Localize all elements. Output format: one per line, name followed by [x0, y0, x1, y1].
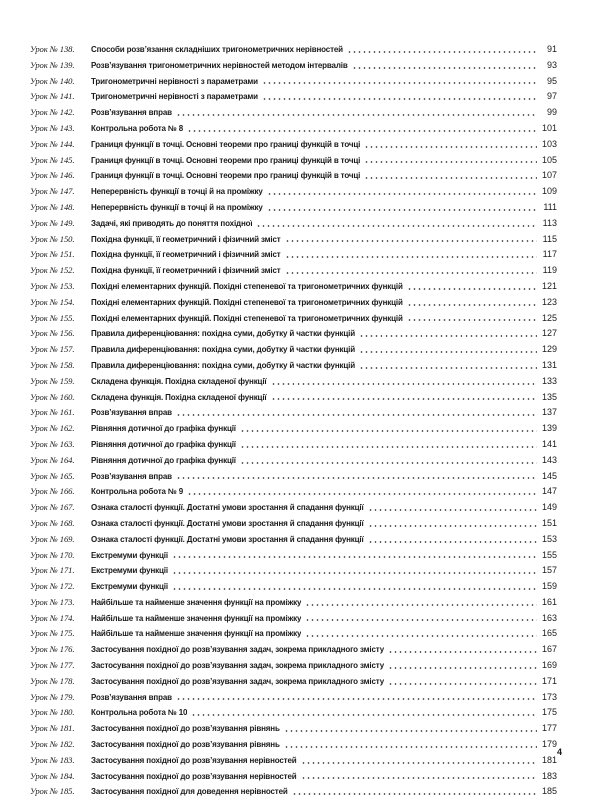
toc-page-number: 115: [542, 233, 557, 244]
toc-entry: [30, 405, 557, 421]
toc-dot-leader: [388, 666, 537, 670]
toc-dot-leader: [292, 792, 537, 796]
toc-lesson-title: Складена функція. Похідна складеної функції: [91, 392, 267, 402]
toc-dot-leader: [352, 66, 537, 70]
toc-lesson-title: Застосування похідної для доведення нерівностей: [91, 787, 288, 797]
toc-entry: [30, 184, 557, 200]
toc-lesson-title: Застосування похідної до розв’язування рівнянь: [91, 724, 280, 734]
toc-dot-leader: [172, 571, 537, 575]
toc-dot-leader: [176, 413, 537, 417]
toc-lesson-number: Урок № 140.: [30, 75, 75, 86]
toc-lesson-number: Урок № 179.: [30, 691, 75, 702]
toc-lesson-title: Найбільше та найменше значення функції на проміжку: [91, 597, 302, 607]
toc-dot-leader: [359, 350, 537, 354]
toc-dot-leader: [176, 476, 537, 480]
toc-dot-leader: [187, 492, 537, 496]
toc-entry: [30, 484, 557, 500]
toc-dot-leader: [262, 81, 537, 85]
toc-lesson-number: Урок № 167.: [30, 502, 75, 513]
toc-lesson-title: Найбільше та найменше значення функції на проміжку: [91, 629, 302, 639]
toc-lesson-title: Похідна функції, її геометричний і фізичний зміст: [91, 234, 281, 244]
toc-lesson-title: Похідні елементарних функцій. Похідні степеневої та тригонометричних функцій: [91, 281, 403, 291]
toc-entry: [30, 579, 557, 595]
toc-dot-leader: [262, 97, 537, 101]
toc-page-number: 155: [541, 549, 557, 560]
toc-lesson-number: Урок № 164.: [30, 454, 75, 465]
toc-entry: [30, 532, 557, 548]
toc-dot-leader: [267, 208, 537, 212]
toc-lesson-title: Неперервність функції в точці й на проміжку: [91, 187, 263, 197]
toc-page-number: 109: [541, 186, 557, 197]
toc-page-number: 121: [541, 280, 557, 291]
toc-entry: [30, 595, 557, 611]
toc-lesson-title: Застосування похідної до розв’язування нерівностей: [91, 755, 297, 765]
toc-entry: [30, 784, 557, 800]
toc-page-number: 137: [541, 407, 557, 418]
toc-entry: [30, 626, 557, 642]
toc-lesson-number: Урок № 145.: [30, 154, 75, 165]
toc-entry: [30, 421, 557, 437]
toc-entry: [30, 137, 557, 153]
toc-page-number: 157: [541, 565, 557, 576]
toc-lesson-title: Похідні елементарних функцій. Похідні степеневої та тригонометричних функцій: [91, 297, 403, 307]
toc-lesson-title: Застосування похідної до розв’язування задач, зокрема прикладного змісту: [91, 645, 385, 655]
toc-lesson-number: Урок № 173.: [30, 596, 75, 607]
toc-lesson-number: Урок № 154.: [30, 296, 75, 307]
toc-page-number: 103: [541, 138, 557, 149]
toc-dot-leader: [240, 429, 537, 433]
toc-dot-leader: [368, 524, 537, 528]
toc-lesson-title: Границя функції в точці. Основні теореми про границі функцій в точці: [91, 139, 361, 149]
toc-lesson-title: Рівняння дотичної до графіка функції: [91, 424, 236, 434]
toc-lesson-number: Урок № 185.: [30, 786, 75, 797]
toc-lesson-number: Урок № 138.: [30, 44, 75, 54]
toc-lesson-number: Урок № 160.: [30, 391, 75, 402]
toc-entry: [30, 658, 557, 674]
toc-lesson-title: Ознака сталості функції. Достатні умови зростання й спадання функції: [91, 534, 364, 544]
toc-page-number: 119: [542, 265, 557, 276]
toc-lesson-title: Контрольна робота № 8: [91, 123, 184, 133]
toc-lesson-title: Застосування похідної до розв’язування задач, зокрема прикладного змісту: [91, 676, 385, 686]
toc-lesson-title: Неперервність функції в точці й на проміжку: [91, 202, 263, 212]
toc-page-number: 101: [541, 122, 557, 133]
toc-entry: [30, 721, 557, 737]
toc-dot-leader: [240, 445, 537, 449]
toc-page-number: 177: [541, 723, 557, 734]
toc-lesson-title: Розв’язування вправ: [91, 692, 172, 702]
toc-entry: [30, 548, 557, 564]
toc-page-number: 147: [541, 486, 557, 497]
toc-page-number: 125: [541, 312, 557, 323]
toc-lesson-number: Урок № 170.: [30, 549, 75, 560]
toc-entry: [30, 232, 557, 248]
toc-dot-leader: [271, 397, 538, 401]
toc-dot-leader: [305, 603, 537, 607]
toc-dot-leader: [256, 224, 537, 228]
toc-page-number: 167: [541, 644, 557, 655]
toc-page-number: 163: [541, 612, 557, 623]
toc-dot-leader: [240, 461, 537, 465]
toc-lesson-number: Урок № 153.: [30, 280, 75, 291]
toc-lesson-title: Правила диференціювання: похідна суми, добутку й частки функцій: [91, 329, 355, 339]
table-of-contents: [30, 42, 557, 800]
toc-entry: [30, 563, 557, 579]
toc-entry: [30, 168, 557, 184]
toc-entry: [30, 469, 557, 485]
toc-page-number: 123: [541, 296, 557, 307]
toc-entry: [30, 642, 557, 658]
toc-entry: [30, 753, 557, 769]
toc-dot-leader: [187, 129, 537, 133]
toc-entry: [30, 326, 557, 342]
toc-entry: [30, 121, 557, 137]
toc-page-number: 105: [541, 154, 557, 165]
toc-lesson-title: Тригонометричні нерівності з параметрами: [91, 76, 258, 86]
toc-lesson-number: Урок № 177.: [30, 660, 75, 671]
toc-lesson-number: Урок № 158.: [30, 359, 75, 370]
toc-entry: [30, 42, 557, 58]
toc-dot-leader: [267, 192, 537, 196]
toc-dot-leader: [359, 334, 537, 338]
toc-page-number: 131: [541, 359, 557, 370]
toc-page-number: 91: [546, 44, 557, 54]
toc-lesson-title: Границя функції в точці. Основні теореми про границі функцій в точці: [91, 171, 361, 181]
toc-lesson-number: Урок № 139.: [30, 59, 75, 70]
toc-dot-leader: [347, 50, 537, 54]
toc-lesson-title: Ознака сталості функції. Достатні умови зростання й спадання функції: [91, 518, 364, 528]
toc-page-number: 117: [542, 249, 557, 260]
toc-lesson-title: Розв’язування вправ: [91, 471, 172, 481]
toc-entry: [30, 342, 557, 358]
toc-entry: [30, 247, 557, 263]
toc-page-number: 161: [541, 596, 557, 607]
toc-entry: [30, 105, 557, 121]
toc-lesson-title: Рівняння дотичної до графіка функції: [91, 455, 236, 465]
toc-entry: [30, 690, 557, 706]
toc-lesson-number: Урок № 157.: [30, 344, 75, 355]
toc-dot-leader: [172, 555, 537, 559]
toc-lesson-number: Урок № 142.: [30, 107, 75, 118]
toc-page-number: 183: [541, 770, 557, 781]
toc-page-number: 179: [541, 739, 557, 750]
toc-lesson-number: Урок № 148.: [30, 201, 75, 212]
toc-lesson-number: Урок № 171.: [30, 565, 75, 576]
toc-lesson-number: Урок № 144.: [30, 138, 75, 149]
toc-page-number: 143: [541, 454, 557, 465]
toc-page-number: 165: [541, 628, 557, 639]
toc-lesson-number: Урок № 184.: [30, 770, 75, 781]
toc-entry: [30, 295, 557, 311]
toc-page-number: 93: [546, 59, 557, 70]
toc-lesson-number: Урок № 159.: [30, 375, 75, 386]
toc-entry: [30, 263, 557, 279]
toc-dot-leader: [407, 303, 537, 307]
toc-dot-leader: [176, 697, 537, 701]
toc-entry: [30, 89, 557, 105]
toc-lesson-title: Похідна функції, її геометричний і фізичний зміст: [91, 250, 281, 260]
toc-lesson-number: Урок № 175.: [30, 628, 75, 639]
toc-entry: [30, 153, 557, 169]
toc-page-number: 175: [541, 707, 557, 718]
toc-dot-leader: [364, 176, 537, 180]
toc-lesson-title: Контрольна робота № 9: [91, 487, 184, 497]
toc-lesson-title: Тригонометричні нерівності з параметрами: [91, 92, 258, 102]
toc-dot-leader: [407, 318, 537, 322]
toc-entry: [30, 453, 557, 469]
toc-dot-leader: [301, 761, 537, 765]
toc-dot-leader: [368, 540, 537, 544]
toc-page-number: 133: [541, 375, 557, 386]
toc-lesson-title: Розв’язування вправ: [91, 408, 172, 418]
toc-lesson-title: Похідна функції, її геометричний і фізичний зміст: [91, 266, 281, 276]
toc-lesson-title: Розв’язування вправ: [91, 108, 172, 118]
toc-dot-leader: [301, 776, 537, 780]
toc-dot-leader: [388, 650, 537, 654]
toc-page-number: 141: [541, 438, 557, 449]
toc-lesson-number: Урок № 155.: [30, 312, 75, 323]
toc-page-number: 151: [541, 517, 557, 528]
toc-page-number: 159: [541, 581, 557, 592]
toc-page-number: 173: [541, 691, 557, 702]
toc-dot-leader: [407, 287, 537, 291]
toc-dot-leader: [191, 713, 537, 717]
toc-entry: [30, 705, 557, 721]
toc-dot-leader: [285, 239, 537, 243]
toc-lesson-number: Урок № 152.: [30, 265, 75, 276]
toc-entry: [30, 437, 557, 453]
toc-entry: [30, 611, 557, 627]
toc-page-number: 171: [541, 675, 557, 686]
toc-lesson-title: Похідні елементарних функцій. Похідні степеневої та тригонометричних функцій: [91, 313, 403, 323]
toc-page-number: 153: [541, 533, 557, 544]
page-number: 4: [556, 747, 562, 757]
toc-dot-leader: [388, 682, 537, 686]
toc-entry: [30, 737, 557, 753]
toc-lesson-number: Урок № 147.: [30, 186, 75, 197]
toc-entry: [30, 516, 557, 532]
toc-lesson-title: Контрольна робота № 10: [91, 708, 188, 718]
toc-entry: [30, 374, 557, 390]
toc-page-number: 181: [541, 754, 557, 765]
toc-lesson-number: Урок № 166.: [30, 486, 75, 497]
toc-page-number: 185: [541, 786, 557, 797]
toc-page-number: 135: [541, 391, 557, 402]
toc-page-number: 169: [541, 660, 557, 671]
toc-lesson-number: Урок № 176.: [30, 644, 75, 655]
toc-lesson-title: Границя функції в точці. Основні теореми про границі функцій в точці: [91, 155, 361, 165]
toc-lesson-number: Урок № 150.: [30, 233, 75, 244]
toc-lesson-number: Урок № 161.: [30, 407, 75, 418]
toc-dot-leader: [364, 160, 537, 164]
toc-entry: [30, 311, 557, 327]
toc-lesson-number: Урок № 183.: [30, 754, 75, 765]
toc-entry: [30, 58, 557, 74]
toc-dot-leader: [176, 113, 537, 117]
toc-page-number: 145: [541, 470, 557, 481]
toc-lesson-number: Урок № 143.: [30, 122, 75, 133]
toc-lesson-number: Урок № 180.: [30, 707, 75, 718]
toc-entry: [30, 216, 557, 232]
toc-page-number: 127: [541, 328, 557, 339]
toc-lesson-title: Найбільше та найменше значення функції на проміжку: [91, 613, 302, 623]
toc-lesson-title: Правила диференціювання: похідна суми, добутку й частки функцій: [91, 345, 355, 355]
toc-entry: [30, 200, 557, 216]
toc-lesson-title: Рівняння дотичної до графіка функції: [91, 439, 236, 449]
toc-dot-leader: [359, 366, 537, 370]
toc-lesson-title: Розв’язування тригонометричних нерівностей методом інтервалів: [91, 60, 348, 70]
toc-lesson-number: Урок № 169.: [30, 533, 75, 544]
toc-entry: [30, 279, 557, 295]
toc-lesson-title: Застосування похідної до розв’язування рівнянь: [91, 740, 280, 750]
toc-page-number: 139: [541, 423, 557, 434]
toc-dot-leader: [305, 634, 537, 638]
toc-page-number: 99: [546, 107, 557, 118]
toc-dot-leader: [271, 382, 538, 386]
toc-page-number: 97: [546, 91, 557, 102]
toc-lesson-title: Правила диференціювання: похідна суми, добутку й частки функцій: [91, 360, 355, 370]
toc-page-number: 111: [543, 201, 557, 212]
toc-dot-leader: [285, 271, 537, 275]
toc-dot-leader: [285, 255, 537, 259]
toc-page-number: 149: [541, 502, 557, 513]
toc-lesson-title: Задачі, які приводять до поняття похідної: [91, 218, 253, 228]
toc-lesson-number: Урок № 146.: [30, 170, 75, 181]
toc-dot-leader: [305, 618, 537, 622]
toc-page-number: 95: [546, 75, 557, 86]
toc-entry: [30, 769, 557, 785]
toc-lesson-number: Урок № 156.: [30, 328, 75, 339]
toc-lesson-number: Урок № 182.: [30, 739, 75, 750]
toc-dot-leader: [364, 145, 537, 149]
toc-lesson-title: Способи розв’язання складніших тригонометричних нерівностей: [91, 45, 343, 54]
toc-lesson-title: Складена функція. Похідна складеної функції: [91, 376, 267, 386]
toc-lesson-number: Урок № 172.: [30, 581, 75, 592]
toc-dot-leader: [284, 729, 537, 733]
toc-page-number: 129: [541, 344, 557, 355]
toc-entry: [30, 674, 557, 690]
toc-lesson-title: Застосування похідної до розв’язування нерівностей: [91, 771, 297, 781]
toc-lesson-title: Екстремуми функції: [91, 582, 168, 592]
toc-lesson-number: Урок № 165.: [30, 470, 75, 481]
toc-lesson-title: Екстремуми функції: [91, 566, 168, 576]
toc-entry: [30, 358, 557, 374]
toc-entry: [30, 390, 557, 406]
toc-lesson-number: Урок № 141.: [30, 91, 75, 102]
toc-lesson-title: Ознака сталості функції. Достатні умови зростання й спадання функції: [91, 503, 364, 513]
toc-lesson-number: Урок № 168.: [30, 517, 75, 528]
toc-lesson-title: Екстремуми функції: [91, 550, 168, 560]
toc-dot-leader: [368, 508, 537, 512]
toc-dot-leader: [284, 745, 537, 749]
toc-entry: [30, 74, 557, 90]
toc-entry: [30, 500, 557, 516]
toc-page-number: 113: [542, 217, 557, 228]
toc-lesson-number: Урок № 181.: [30, 723, 75, 734]
toc-dot-leader: [172, 587, 537, 591]
toc-page-number: 107: [541, 170, 557, 181]
toc-lesson-number: Урок № 163.: [30, 438, 75, 449]
toc-lesson-number: Урок № 178.: [30, 675, 75, 686]
toc-lesson-number: Урок № 149.: [30, 217, 75, 228]
toc-lesson-number: Урок № 162.: [30, 423, 75, 434]
toc-lesson-title: Застосування похідної до розв’язування задач, зокрема прикладного змісту: [91, 661, 385, 671]
toc-lesson-number: Урок № 174.: [30, 612, 75, 623]
toc-lesson-number: Урок № 151.: [30, 249, 75, 260]
